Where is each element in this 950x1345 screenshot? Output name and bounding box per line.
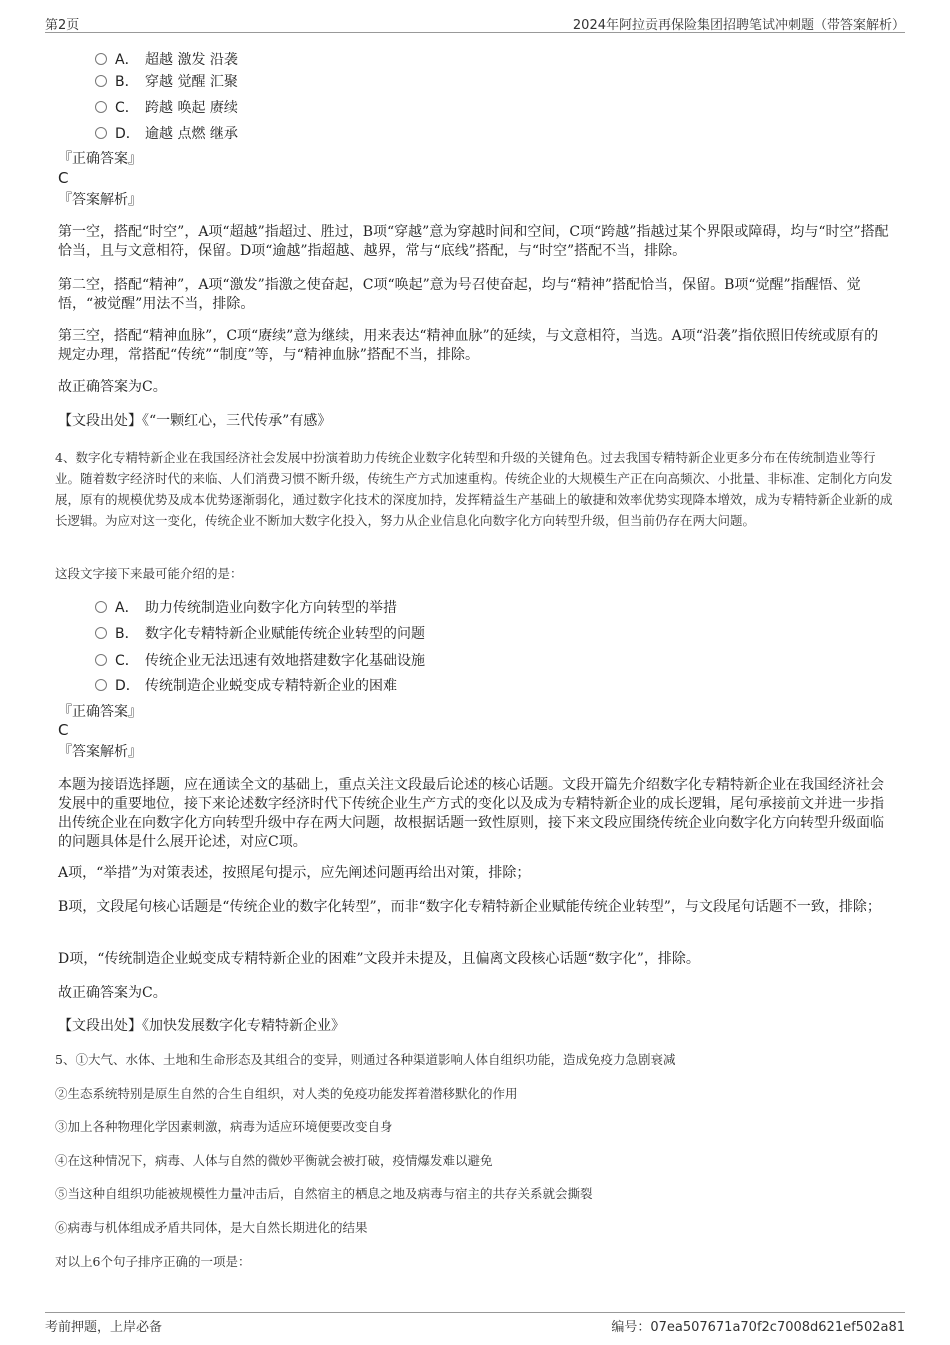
page-footer (45, 1312, 905, 1335)
analysis-paragraph: D项，“传统制造企业蜕变成专精特新企业的困难”文段并未提及，且偏离文段核心话题“数字化”，排除。 (58, 951, 700, 967)
radio-icon[interactable] (95, 53, 107, 65)
analysis-conclusion: 故正确答案为C。 (58, 379, 167, 395)
doc-title: 2024年阿拉贡再保险集团招聘笔试冲刺题（带答案解析） (572, 18, 905, 33)
source-citation: 【文段出处】《加快发展数字化专精特新企业》 (58, 1018, 345, 1034)
question-item: ⑥病毒与机体组成矛盾共同体，是大自然长期进化的结果 (55, 1220, 368, 1235)
page-header (45, 14, 905, 33)
q4-option-b[interactable]: B． 数字化专精特新企业赋能传统企业转型的问题 (95, 623, 425, 643)
analysis-paragraph: B项，文段尾句核心话题是“传统企业的数字化转型”，而非“数字化专精特新企业赋能传统企业转型”，与文段尾句话题不一致，排除； (58, 899, 881, 915)
question-prompt: 这段文字接下来最可能介绍的是： (55, 566, 243, 581)
question-item: ⑤当这种自组织功能被规模性力量冲击后，自然宿主的栖息之地及病毒与宿主的共存关系就会撕裂 (55, 1186, 593, 1201)
question-prompt: 对以上6个句子排序正确的一项是： (55, 1254, 251, 1269)
radio-icon[interactable] (95, 679, 107, 691)
question-stem: 4、数字化专精特新企业在我国经济社会发展中扮演着助力传统企业数字化转型和升级的关键角色。过去我国专精特新企业更多分布在传统制造业等行业。随着数字经济时代的来临、人们消费习惯不断升级，传统生产方式加速重构。传统企业的大规模生产正在向高频次、小批量、非标准、定制化方向发展，原有的规模优势及成本优势逐渐弱化，通过数字化技术的深度加持，发挥精益生产基础上的敏捷和效率优势实现降本增效，成为专精特新企业新的成长逻辑。为应对这一变化，传统企业不断加大数字化投入，努力从企业信息化向数字化方向转型升级，但当前仍存在两大问题。 (55, 450, 893, 528)
analysis-conclusion: 故正确答案为C。 (58, 985, 167, 1001)
doc-id: 编号：07ea507671a70f2c7008d621ef502a81 (611, 1320, 905, 1335)
analysis-paragraph: 第三空，搭配“精神血脉”，C项“赓续”意为继续，用来表达“精神血脉”的延续，与文意相符，当选。A项“沿袭”指依照旧传统或原有的规定办理，常搭配“传统”“制度”等，与“精神血脉”搭配不当，排除。 (58, 328, 879, 363)
radio-icon[interactable] (95, 654, 107, 666)
q3-option-b[interactable]: B． 穿越 觉醒 汇聚 (95, 71, 238, 91)
answer-value: C (58, 169, 69, 187)
analysis-label: 『答案解析』 (58, 192, 142, 208)
page-number: 第2页 (45, 18, 80, 33)
analysis-paragraph: 本题为接语选择题，应在通读全文的基础上，重点关注文段最后论述的核心话题。文段开篇先介绍数字化专精特新企业在我国经济社会发展中的重要地位，接下来论述数字经济时代下传统企业生产方式的变化以及成为专精特新企业的成长逻辑，尾句承接前文并进一步指出传统企业在向数字化方向转型升级中存在两大问题，故根据话题一致性原则，接下来文段应围绕传统企业向数字化方向转型升级面临的问题具体是什么展开论述，对应C项。 (58, 777, 884, 850)
question-item: ③加上各种物理化学因素刺激，病毒为适应环境便要改变自身 (55, 1119, 393, 1134)
radio-icon[interactable] (95, 127, 107, 139)
source-citation: 【文段出处】《“一颗红心，三代传承”有感》 (58, 413, 332, 429)
answer-label: 『正确答案』 (58, 151, 142, 167)
analysis-label: 『答案解析』 (58, 744, 142, 760)
footer-slogan: 考前押题，上岸必备 (45, 1320, 163, 1335)
radio-icon[interactable] (95, 75, 107, 87)
question-item: ④在这种情况下，病毒、人体与自然的微妙平衡就会被打破，疫情爆发难以避免 (55, 1153, 493, 1168)
q4-option-a[interactable]: A． 助力传统制造业向数字化方向转型的举措 (95, 597, 397, 617)
radio-icon[interactable] (95, 601, 107, 613)
answer-label: 『正确答案』 (58, 704, 142, 720)
analysis-paragraph: 第一空，搭配“时空”，A项“超越”指超过、胜过，B项“穿越”意为穿越时间和空间，C项“跨越”指越过某个界限或障碍，均与“时空”搭配恰当，且与文意相符，保留。D项“逾越”指超越、越界，常与“底线”搭配，与“时空”搭配不当，排除。 (58, 224, 889, 259)
analysis-paragraph: A项，“举措”为对策表述，按照尾句提示，应先阐述问题再给出对策，排除； (58, 865, 531, 881)
q3-option-d[interactable]: D． 逾越 点燃 继承 (95, 123, 238, 143)
radio-icon[interactable] (95, 627, 107, 639)
q4-option-d[interactable]: D． 传统制造企业蜕变成专精特新企业的困难 (95, 675, 397, 695)
analysis-paragraph: 第二空，搭配“精神”，A项“激发”指激之使奋起，C项“唤起”意为号召使奋起，均与“精神”搭配恰当，保留。B项“觉醒”指醒悟、觉悟，“被觉醒”用法不当，排除。 (58, 277, 861, 312)
answer-value: C (58, 721, 69, 739)
radio-icon[interactable] (95, 101, 107, 113)
q3-option-a[interactable]: A． 超越 激发 沿袭 (95, 49, 238, 69)
q3-option-c[interactable]: C． 跨越 唤起 赓续 (95, 97, 238, 117)
q4-option-c[interactable]: C． 传统企业无法迅速有效地搭建数字化基础设施 (95, 650, 425, 670)
question-item: 5、①大气、水体、土地和生命形态及其组合的变异，则通过各种渠道影响人体自组织功能，造成免疫力急剧衰减 (55, 1052, 676, 1067)
question-item: ②生态系统特别是原生自然的合生自组织，对人类的免疫功能发挥着潜移默化的作用 (55, 1086, 518, 1101)
